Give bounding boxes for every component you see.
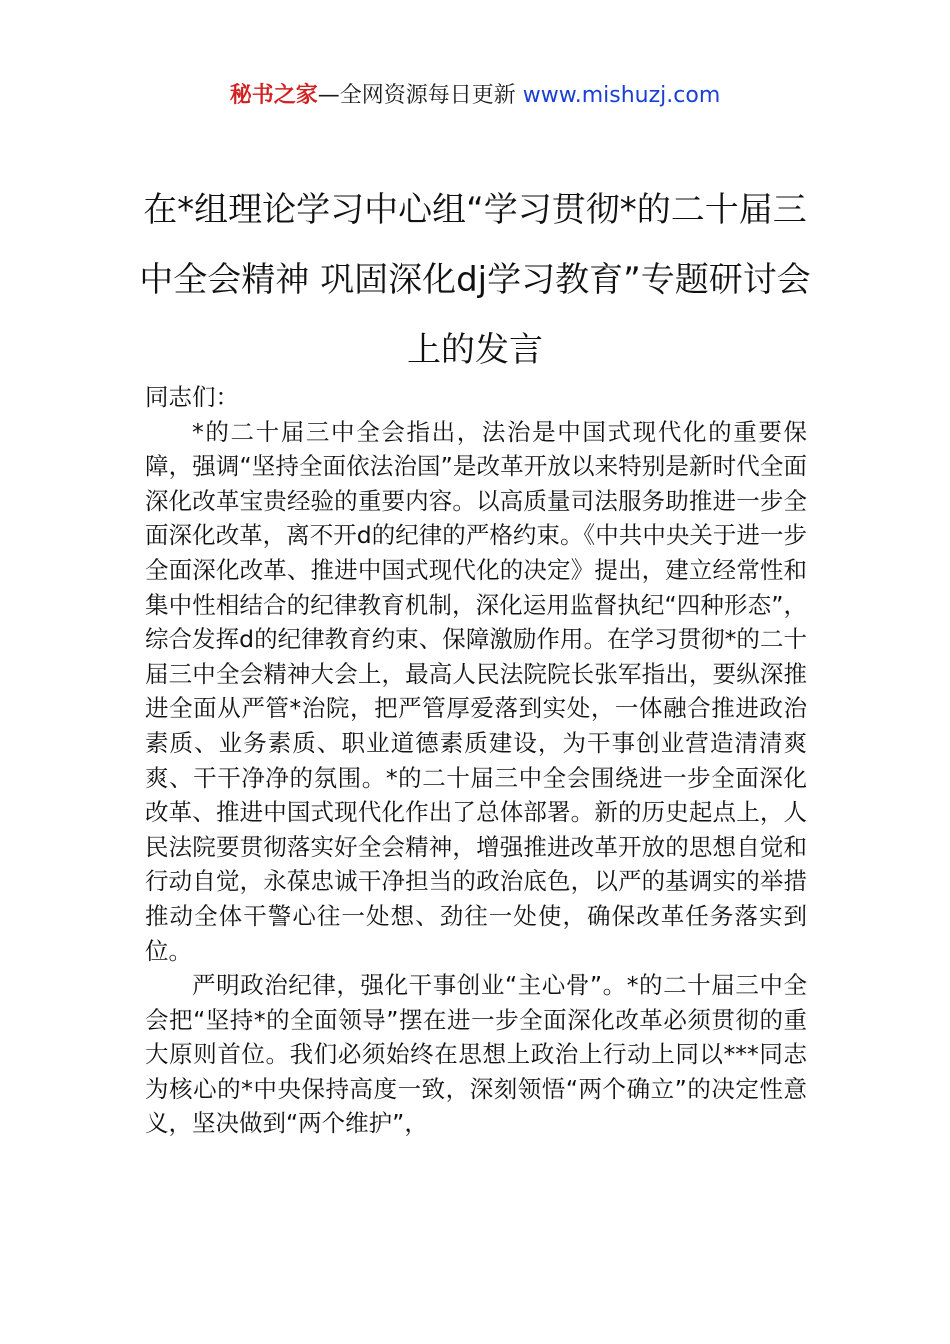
paragraph: *的二十届三中全会指出，法治是中国式现代化的重要保障，强调“坚持全面依法治国”是改革开放以来特别是新时代全面深化改革宝贵经验的重要内容。以高质量司法服务助推进一步全面深化改革，离不开d的纪律的严格约束。《中共中央关于进一步全面深化改革、推进中国式现代化的决定》提出，建立经常性和集中性相结合的纪律教育机制，深化运用监督执纪“四种形态”，综合发挥d的纪律教育约束、保障激励作用。在学习贯彻*的二十届三中全会精神大会上，最高人民法院院长张军指出，要纵深推进全面从严管*治院，把严管厚爱落到实处，一体融合推进政治素质、业务素质、职业道德素质建设，为干事创业营造清清爽爽、干干净净的氛围。*的二十届三中全会围绕进一步全面深化改革、推进中国式现代化作出了总体部署。新的历史起点上，人民法院要贯彻落实好全会精神，增强推进改革开放的思想自觉和行动自觉，永葆忠诚干净担当的政治底色，以严的基调实的举措推动全体干警心往一处想、劲往一处使，确保改革任务落实到位。 — [145, 417, 807, 965]
document-title: 在*组理论学习中心组“学习贯彻*的二十届三中全会精神 巩固深化dj学习教育”专题研讨会上的发言 — [139, 190, 811, 370]
site-url-link[interactable]: www.mishuzj.com — [522, 83, 721, 108]
salutation: 同志们： — [145, 383, 239, 411]
site-header — [0, 80, 950, 112]
paragraph: 严明政治纪律，强化干事创业“主心骨”。*的二十届三中全会把“坚持*的全面领导”摆在进一步全面深化改革必须贯彻的重大原则首位。我们必须始终在思想上政治上行动上同以***同志为核心的*中央保持高度一致，深刻领悟“两个确立”的决定性意义，坚决做到“两个维护”， — [145, 971, 807, 1138]
document-body — [145, 380, 807, 1141]
site-tagline: —全网资源每日更新 — [317, 83, 516, 108]
site-brand: 秘书之家 — [229, 83, 318, 108]
